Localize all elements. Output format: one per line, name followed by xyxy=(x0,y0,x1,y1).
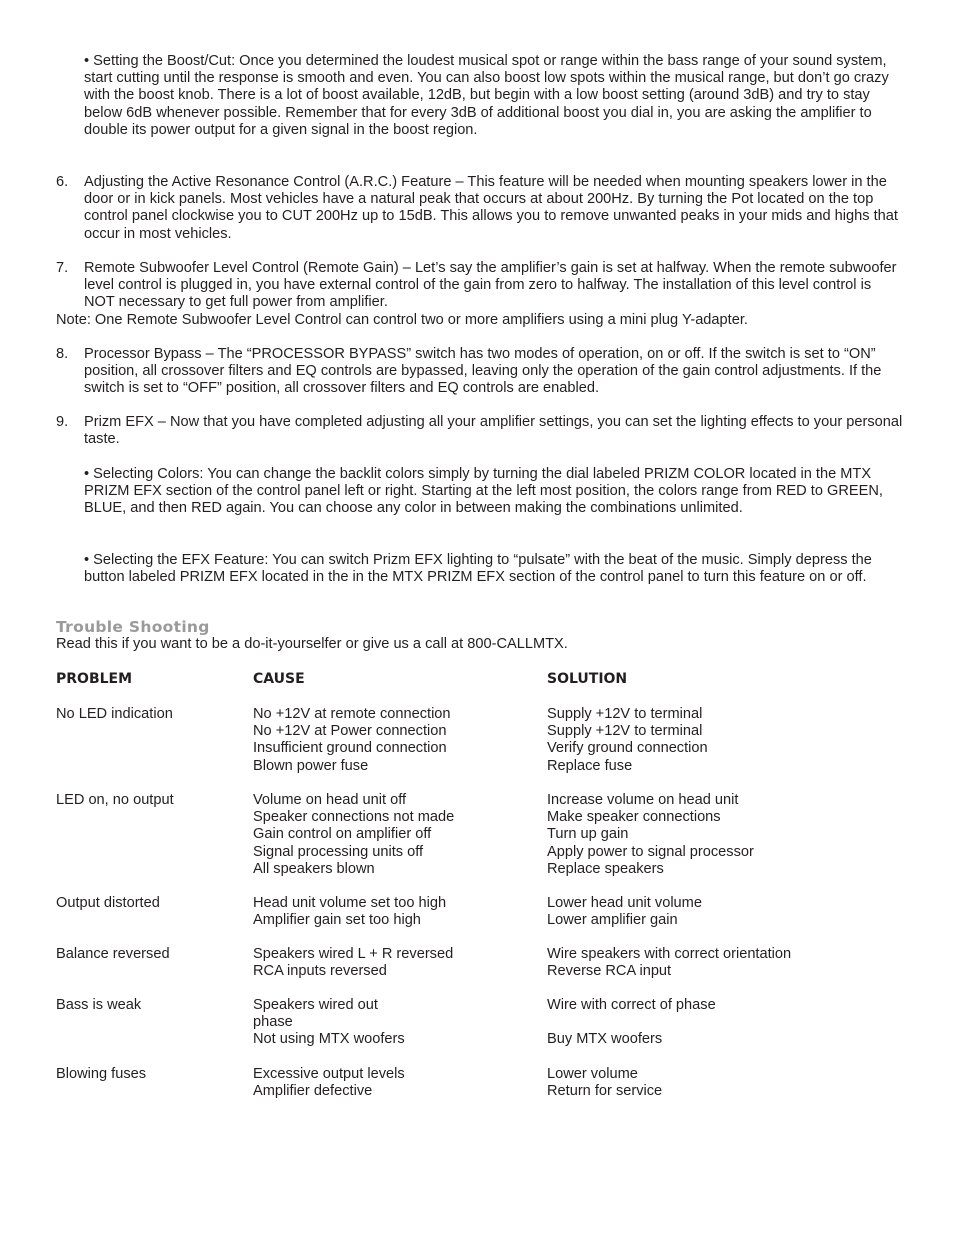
cause-line: Volume on head unit off xyxy=(253,792,407,808)
selecting-efx-paragraph: • Selecting the EFX Feature: You can switch Prizm EFX lighting to “pulsate” with the beat of the music. Simply depress the button labeled PRIZM EFX located in the in the MTX PRIZM EFX section of the control panel to turn this feature on or off. xyxy=(84,552,872,586)
cause-line: Head unit volume set too high xyxy=(253,895,447,911)
cause-line: Amplifier defective xyxy=(253,1083,373,1100)
problem-cell: No LED indication xyxy=(56,706,173,722)
problem-cell: Output distorted xyxy=(56,895,160,911)
column-header-cause: CAUSE xyxy=(253,671,305,687)
solution-line: Increase volume on head unit xyxy=(547,792,739,808)
solution-line: Verify ground connection xyxy=(547,740,708,757)
solution-line: Wire with correct of phase xyxy=(547,997,716,1013)
trouble-shooting-heading: Trouble Shooting xyxy=(56,618,210,636)
cause-line: RCA inputs reversed xyxy=(253,963,387,980)
cause-line: phase xyxy=(253,1014,293,1031)
cause-line: Blown power fuse xyxy=(253,757,369,774)
boost-cut-paragraph: • Setting the Boost/Cut: Once you determined the loudest musical spot or range within the bass range of your sound system, start cutting until the response is smooth and even. You can also boost low spots within the musical range, but don’t go crazy with the boost knob. There is a lot of boost available, 12dB, but begin with a low boost setting (around 3dB) and try to stay below 6dB whenever possible. Remember that for every 3dB of additional boost you dial in, you are asking the amplifier to double its power output for a given signal in the boost region. xyxy=(84,53,889,138)
cause-cell xyxy=(253,706,451,775)
cause-cell xyxy=(253,1066,405,1100)
solution-cell xyxy=(547,895,702,929)
trouble-shooting-intro: Read this if you want to be a do-it-yourselfer or give us a call at 800-CALLMTX. xyxy=(56,636,568,652)
solution-line: Lower head unit volume xyxy=(547,895,702,911)
problem-cell: LED on, no output xyxy=(56,792,174,808)
column-header-solution: SOLUTION xyxy=(547,671,628,687)
solution-line: Replace fuse xyxy=(547,757,633,774)
solution-line: Make speaker connections xyxy=(547,809,721,826)
problem-cell: Balance reversed xyxy=(56,946,170,962)
solution-line: Supply +12V to terminal xyxy=(547,706,703,722)
solution-line: Lower amplifier gain xyxy=(547,912,678,929)
list-item-text: Prizm EFX – Now that you have completed adjusting all your amplifier settings, you can set the lighting effects to your personal taste. xyxy=(84,414,903,448)
list-item-6 xyxy=(56,174,904,243)
solution-cell xyxy=(547,706,708,775)
solution-cell xyxy=(547,997,716,1049)
cause-cell xyxy=(253,946,453,980)
cause-line: Not using MTX woofers xyxy=(253,1031,405,1048)
cause-line: All speakers blown xyxy=(253,860,375,877)
cause-line: Signal processing units off xyxy=(253,843,424,860)
cause-cell xyxy=(253,895,446,929)
cause-line: No +12V at Power connection xyxy=(253,723,447,740)
problem-cell: Bass is weak xyxy=(56,997,142,1013)
solution-line: Replace speakers xyxy=(547,860,664,877)
list-item-number: 8. xyxy=(56,346,69,362)
solution-line: Reverse RCA input xyxy=(547,963,672,980)
cause-line: Amplifier gain set too high xyxy=(253,912,421,929)
cause-cell xyxy=(253,997,405,1049)
solution-line: Supply +12V to terminal xyxy=(547,723,703,740)
list-item-number: 7. xyxy=(56,260,69,276)
cause-line: Speakers wired out xyxy=(253,997,378,1013)
remote-level-note: Note: One Remote Subwoofer Level Control can control two or more amplifiers using a mini plug Y-adapter. xyxy=(56,312,748,328)
list-item-text: Remote Subwoofer Level Control (Remote Gain) – Let’s say the amplifier’s gain is set at halfway. When the remote subwoofer level control is plugged in, you have external control of the gain from zero to halfway. The installation of this level control is NOT necessary to get full power from amplifier. xyxy=(84,260,897,311)
list-item-text: Adjusting the Active Resonance Control (A.R.C.) Feature – This feature will be needed when mounting speakers lower in the door or in kick panels. Most vehicles have a natural peak that occurs at about 200Hz. By turning the Pot located on the top control panel clockwise you to CUT 200Hz up to 15dB. This allows you to remove unwanted peaks in your mids and highs that occur in most vehicles. xyxy=(84,174,898,242)
list-item-number: 6. xyxy=(56,174,69,190)
list-item-number: 9. xyxy=(56,414,69,430)
cause-cell xyxy=(253,792,454,878)
cause-line: No +12V at remote connection xyxy=(253,706,451,722)
problem-cell: Blowing fuses xyxy=(56,1066,147,1082)
list-item-text: Processor Bypass – The “PROCESSOR BYPASS” switch has two modes of operation, on or off. If the switch is set to “ON” position, all crossover filters and EQ controls are bypassed, leaving only the operation of the gain control adjustments. If the switch is set to “OFF” position, all crossover filters and EQ controls are enabled. xyxy=(84,346,882,397)
solution-line: Buy MTX woofers xyxy=(547,1031,663,1048)
solution-line: Apply power to signal processor xyxy=(547,843,754,860)
solution-line: Turn up gain xyxy=(547,826,629,843)
solution-line: Lower volume xyxy=(547,1066,638,1082)
solution-line xyxy=(547,1014,716,1031)
solution-line: Return for service xyxy=(547,1083,663,1100)
cause-line: Excessive output levels xyxy=(253,1066,405,1082)
list-item-8 xyxy=(56,346,904,398)
column-header-problem: PROBLEM xyxy=(56,671,133,687)
cause-line: Gain control on amplifier off xyxy=(253,826,432,843)
solution-cell xyxy=(547,1066,662,1100)
list-item-9 xyxy=(56,414,904,448)
solution-cell xyxy=(547,792,754,878)
cause-line: Insufficient ground connection xyxy=(253,740,447,757)
cause-line: Speaker connections not made xyxy=(253,809,455,826)
cause-line: Speakers wired L + R reversed xyxy=(253,946,454,962)
selecting-colors-paragraph: • Selecting Colors: You can change the backlit colors simply by turning the dial labeled PRIZM COLOR located in the MTX PRIZM EFX section of the control panel left or right. Starting at the left most position, the colors range from RED to GREEN, BLUE, and then RED again. You can choose any color in between making the combinations unlimited. xyxy=(84,466,883,517)
list-item-7 xyxy=(56,260,904,312)
solution-line: Wire speakers with correct orientation xyxy=(547,946,792,962)
solution-cell xyxy=(547,946,791,980)
